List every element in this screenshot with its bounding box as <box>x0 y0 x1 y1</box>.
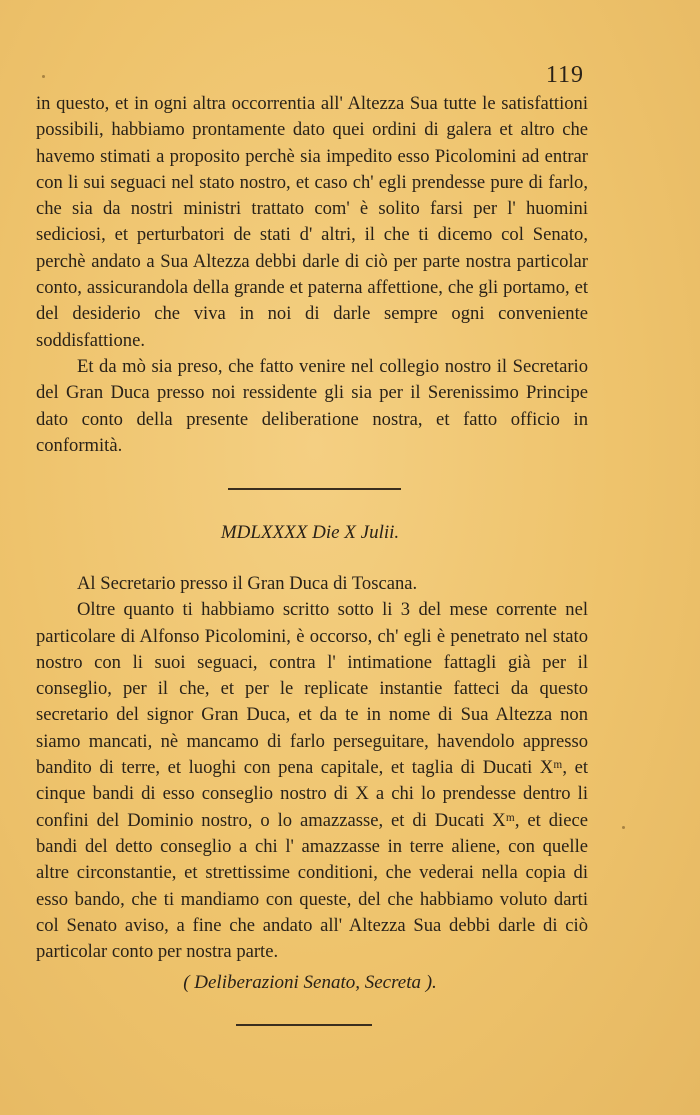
end-divider <box>236 1024 372 1026</box>
page-number: 119 <box>545 62 584 88</box>
section-divider <box>228 488 401 490</box>
letter-addressee: Al Secretario presso il Gran Duca di Toscana. <box>77 573 418 594</box>
paper-speck <box>622 826 625 829</box>
paragraph-deliberation: Et da mò sia preso, che fatto venire nel collegio nostro il Secretario del Gran Duca presso noi ressidente gli sia per il Serenissimo Principe dato conto della presente deliberatione nostra, et fatto officio in conformità. <box>36 355 588 456</box>
source-citation: ( Deliberazioni Senato, Secreta ). <box>183 972 437 993</box>
paragraph-continued: in questo, et in ogni altra occorrentia all' Altezza Sua tutte le satisfattioni possibili, habbiamo prontamente dato quei ordini di galera et altro che havemo stimati a proposito perchè sia impedito esso Picolomini ad entrar con li sui seguaci nel stato nostro, et caso ch' egli prendesse pure di farlo, che sia da nostri ministri trattato com' è solito farsi per l' huomini sediciosi, et perturbatori de stati d' altri, il che ti dicemo col Senato, perchè andato a Sua Altezza debbi darle di ciò per parte nostra particolar conto, assicurandola della grande et paterna affettione, che gli portamo, et del desiderio che viva in noi di darle sempre ogni conveniente soddisfattione. <box>36 93 588 351</box>
letter-body: Oltre quanto ti habbiamo scritto sotto li 3 del mese corrente nel particolare di Alfonso Picolomini, è occorso, ch' egli è penetrato nel stato nostro con li suoi seguaci, contra l' intimatione fattagli già per il conseglio, per il che, et per le replicate instantie fatteci da questo secretario del signor Gran Duca, et da te in nome di Sua Altezza non siamo mancati, nè mancamo di farlo perseguitare, havendolo appresso bandito di terre, et luoghi con pena capitale, et taglia di Ducati Xᵐ, et cinque bandi di esso conseglio nostro di X a chi lo prendesse dentro li confini del Dominio nostro, o lo amazzasse, et di Ducati Xᵐ, et diece bandi del detto conseglio a chi l' amazzasse in terre aliene, con quelle altre circonstantie, et strettissime conditioni, che vederai nella copia di esso bando, che ti mandiamo con queste, del che habbiamo voluto darti col Senato aviso, a fine che andato all' Altezza Sua debbi darle di ciò particolar conto per nostra parte. <box>36 599 588 963</box>
date-heading: MDLXXXX Die X Julii. <box>220 522 400 543</box>
paper-speck <box>42 75 45 78</box>
continued-text <box>36 91 588 459</box>
letter-text <box>36 571 588 965</box>
